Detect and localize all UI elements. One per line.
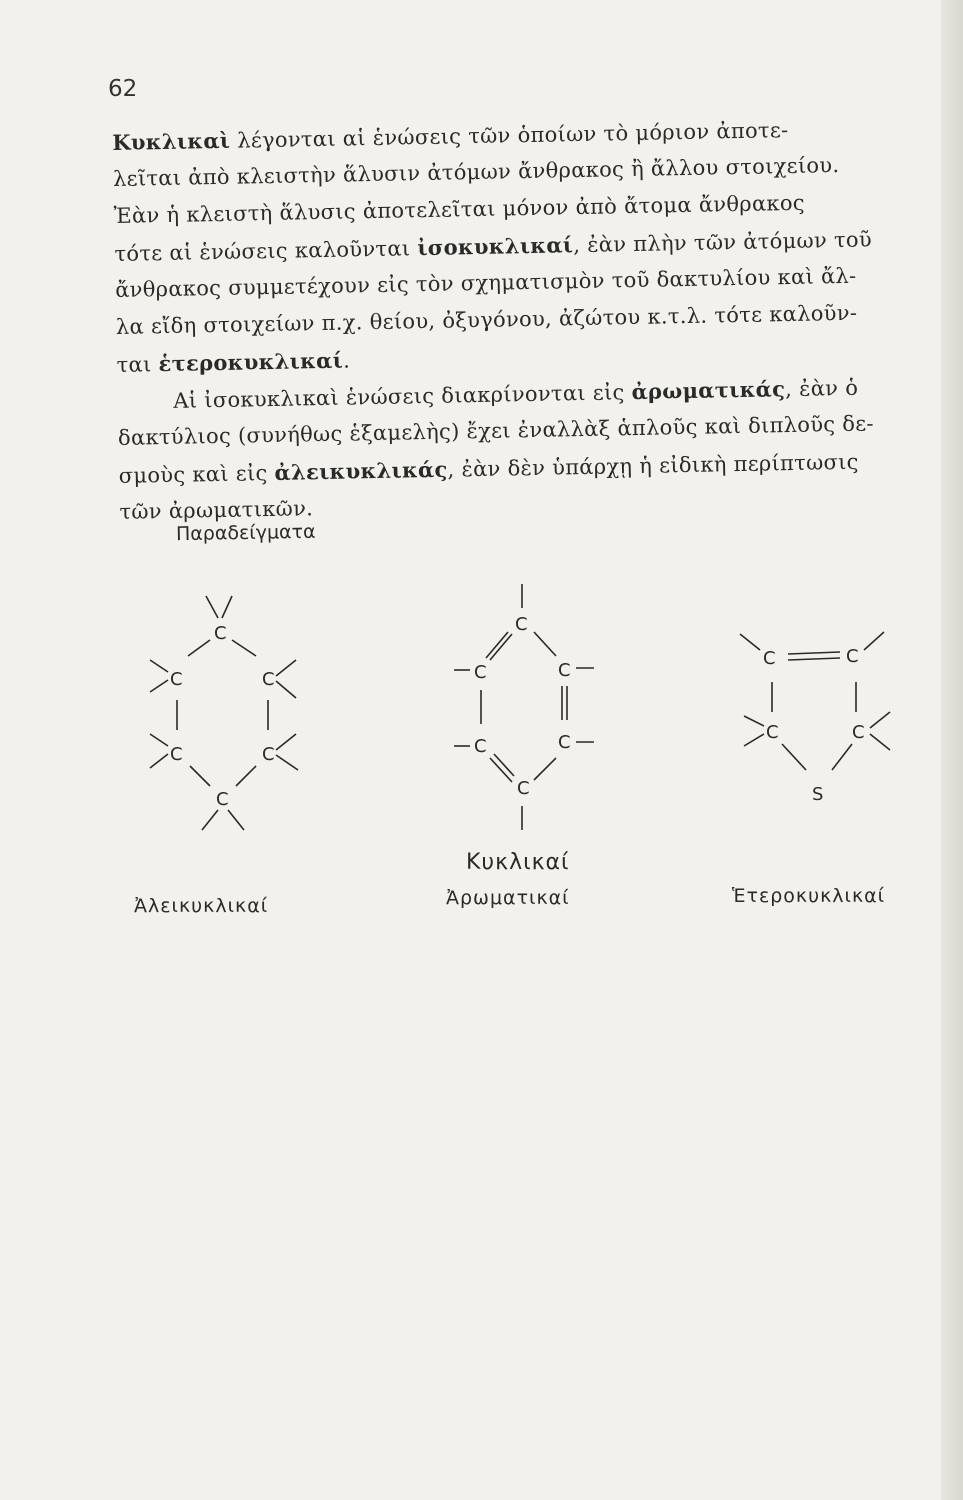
text-run: ἄνθρακος συμμετέχουν εἰς τὸν σχηματισμὸν τοῦ δακτυλίου καὶ ἄλ-: [114, 263, 857, 302]
text-run: τῶν ἀρωματικῶν.: [119, 496, 314, 524]
aromatic-carbon-bottom: C: [517, 778, 530, 799]
ring-carbon-left-upper: C: [170, 669, 183, 690]
alicyclic-ring-structure: [150, 596, 298, 830]
text-run: Ἐὰν ἡ κλειστὴ ἅλυσις ἀποτελεῖται μόνον ἀπὸ ἄτομα ἄνθρακος: [113, 190, 806, 228]
text-run: λα εἴδη στοιχείων π.χ. θείου, ὀξυγόνου, ἀζώτου κ.τ.λ. τότε καλοῦν-: [115, 300, 858, 339]
text-run: , ἐὰν πλὴν τῶν ἀτόμων τοῦ: [573, 227, 873, 258]
text-run: λεῖται ἀπὸ κλειστὴν ἅλυσιν ἀτόμων ἄνθρακος ἢ ἄλλου στοιχείου.: [112, 153, 840, 191]
aromatic-carbon-top: C: [515, 614, 528, 635]
bold-term: ἑτεροκυκλικαί: [158, 347, 344, 377]
text-run: Αἱ ἰσοκυκλικαὶ ἑνώσεις διακρίνονται εἰς: [173, 380, 632, 413]
caption-cyclic: Κυκλικαί: [466, 850, 570, 875]
bold-term: ἀλεικυκλικάς: [274, 456, 448, 485]
text-run: , ἐὰν δὲν ὑπάρχῃ ἡ εἰδικὴ περίπτωσις: [447, 449, 859, 482]
aromatic-carbon-right-upper: C: [558, 660, 571, 681]
text-run: δακτύλιος (συνήθως ἑξαμελὴς) ἔχει ἐναλλὰξ ἁπλοῦς καὶ διπλοῦς δε-: [117, 411, 875, 450]
hetero-carbon-left-lower: C: [766, 722, 779, 743]
hetero-sulfur-atom: S: [812, 784, 824, 805]
text-run: σμοὺς καὶ εἰς: [118, 460, 275, 488]
caption-aromatic: Ἀρωματικαί: [446, 887, 570, 909]
ring-carbon-bottom: C: [216, 789, 229, 810]
caption-heterocyclic: Ἑτεροκυκλικαί: [732, 885, 886, 907]
text-run: ται: [116, 352, 159, 377]
aromatic-ring-structure: [454, 584, 594, 830]
text-run: .: [342, 348, 351, 373]
heterocyclic-ring-structure: [740, 632, 890, 805]
ring-carbon-left-lower: C: [170, 744, 183, 765]
hetero-carbon-right-upper: C: [846, 646, 859, 667]
bold-term: ἰσοκυκλικαί: [417, 232, 574, 261]
page-number: 62: [108, 76, 138, 102]
bold-term: Κυκλικαὶ: [112, 127, 231, 155]
hetero-carbon-left-upper: C: [763, 648, 776, 669]
aromatic-carbon-right-lower: C: [558, 732, 571, 753]
caption-alicyclic: Ἀλεικυκλικαί: [134, 895, 269, 917]
ring-carbon-right-upper: C: [262, 669, 275, 690]
examples-heading: Παραδείγματα: [175, 520, 316, 546]
aromatic-carbon-left-lower: C: [474, 736, 487, 757]
text-run: , ἐὰν ὁ: [784, 375, 859, 402]
text-run: τότε αἱ ἑνώσεις καλοῦνται: [114, 236, 418, 266]
aromatic-carbon-left-upper: C: [474, 662, 487, 683]
hetero-carbon-right-lower: C: [852, 722, 865, 743]
bold-term: ἀρωματικάς: [631, 376, 786, 405]
text-run: λέγονται αἱ ἑνώσεις τῶν ὁποίων τὸ μόριον ἀποτε-: [230, 118, 789, 153]
ring-carbon-right-lower: C: [262, 744, 275, 765]
ring-carbon-top: C: [214, 623, 227, 644]
